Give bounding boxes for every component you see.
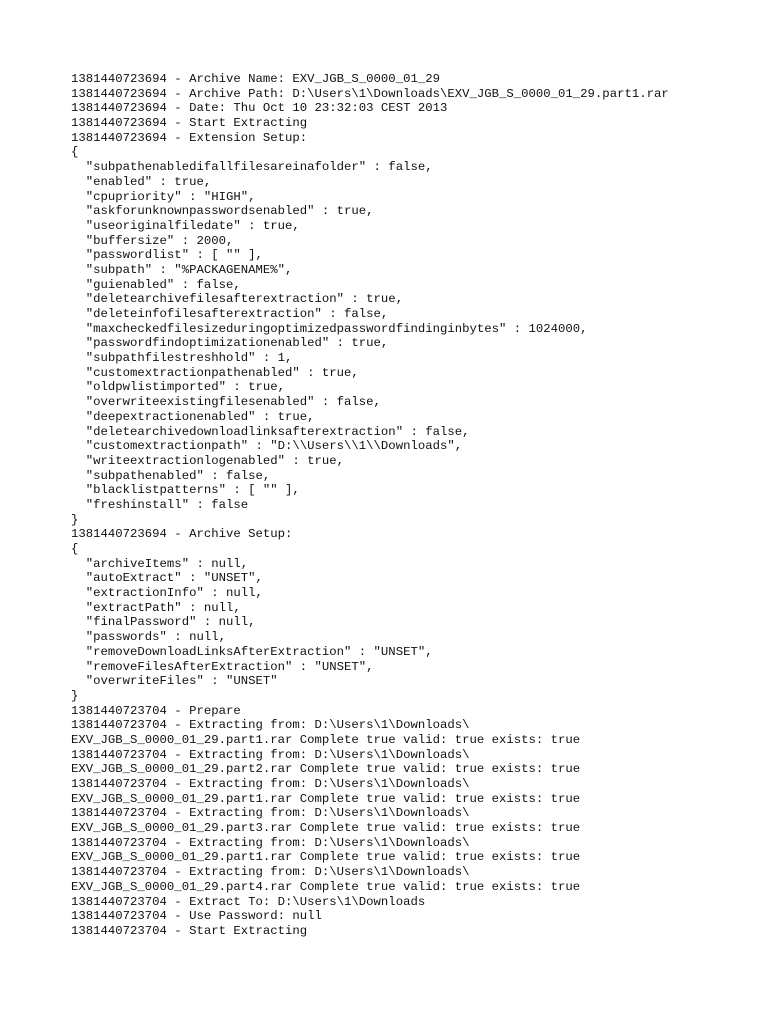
log-line: 1381440723704 - Extracting from: D:\Users\1\Downloads\ bbox=[71, 835, 470, 850]
log-line: } bbox=[71, 512, 79, 527]
log-line: "cpupriority" : "HIGH", bbox=[71, 189, 256, 204]
log-line: "deletearchivedownloadlinksafterextraction" : false, bbox=[71, 424, 470, 439]
log-line: "finalPassword" : null, bbox=[71, 615, 256, 630]
log-line: EXV_JGB_S_0000_01_29.part4.rar Complete true valid: true exists: true bbox=[71, 879, 581, 894]
log-line: "enabled" : true, bbox=[71, 174, 212, 189]
log-line: 1381440723694 - Extension Setup: bbox=[71, 130, 308, 145]
log-line: EXV_JGB_S_0000_01_29.part1.rar Complete true valid: true exists: true bbox=[71, 791, 581, 806]
log-line: 1381440723694 - Date: Thu Oct 10 23:32:03 CEST 2013 bbox=[71, 101, 448, 116]
log-line: 1381440723694 - Archive Path: D:\Users\1\Downloads\EXV_JGB_S_0000_01_29.part1.rar bbox=[71, 86, 669, 101]
log-line: "customextractionpath" : "D:\\Users\\1\\Downloads", bbox=[71, 439, 463, 454]
log-line: 1381440723694 - Start Extracting bbox=[71, 116, 308, 131]
log-line: EXV_JGB_S_0000_01_29.part2.rar Complete true valid: true exists: true bbox=[71, 762, 581, 777]
log-line: } bbox=[71, 688, 79, 703]
log-line: "maxcheckedfilesizeduringoptimizedpasswordfindinginbytes" : 1024000, bbox=[71, 321, 588, 336]
log-line: "freshinstall" : false bbox=[71, 497, 249, 512]
log-line: { bbox=[71, 145, 79, 160]
log-line: "writeextractionlogenabled" : true, bbox=[71, 453, 345, 468]
log-line: "passwordfindoptimizationenabled" : true, bbox=[71, 336, 389, 351]
log-line: "extractionInfo" : null, bbox=[71, 586, 263, 601]
log-line: "deleteinfofilesafterextraction" : false, bbox=[71, 307, 389, 321]
log-line: "passwords" : null, bbox=[71, 630, 226, 645]
log-line: "subpathenabledifallfilesareinafolder" : false, bbox=[71, 160, 433, 175]
log-line: "overwriteFiles" : "UNSET" bbox=[71, 674, 278, 689]
log-line: 1381440723704 - Prepare bbox=[71, 703, 241, 718]
log-line: 1381440723704 - Use Password: null bbox=[71, 909, 322, 924]
log-line: "useoriginalfiledate" : true, bbox=[71, 218, 300, 233]
log-line: "askforunknownpasswordsenabled" : true, bbox=[71, 204, 374, 219]
log-line: { bbox=[71, 542, 79, 556]
log-line: "customextractionpathenabled" : true, bbox=[71, 365, 359, 380]
log-line: 1381440723704 - Start Extracting bbox=[71, 923, 308, 938]
log-line: 1381440723704 - Extracting from: D:\Users\1\Downloads\ bbox=[71, 718, 470, 733]
log-line: EXV_JGB_S_0000_01_29.part1.rar Complete true valid: true exists: true bbox=[71, 850, 581, 865]
log-line: "blacklistpatterns" : [ "" ], bbox=[71, 483, 300, 498]
log-document bbox=[71, 72, 761, 939]
log-line: "archiveItems" : null, bbox=[71, 556, 249, 571]
log-line: 1381440723694 - Archive Name: EXV_JGB_S_0000_01_29 bbox=[71, 72, 440, 86]
log-line: EXV_JGB_S_0000_01_29.part1.rar Complete true valid: true exists: true bbox=[71, 732, 581, 747]
log-line: 1381440723704 - Extract To: D:\Users\1\Downloads bbox=[71, 894, 426, 909]
log-line: 1381440723704 - Extracting from: D:\Users\1\Downloads\ bbox=[71, 806, 470, 821]
log-line: "subpathfilestreshhold" : 1, bbox=[71, 351, 293, 366]
log-line: "oldpwlistimported" : true, bbox=[71, 380, 286, 395]
log-line: 1381440723704 - Extracting from: D:\Users\1\Downloads\ bbox=[71, 777, 470, 791]
log-line: "removeFilesAfterExtraction" : "UNSET", bbox=[71, 659, 374, 674]
log-line: "passwordlist" : [ "" ], bbox=[71, 248, 263, 263]
log-line: 1381440723704 - Extracting from: D:\Users\1\Downloads\ bbox=[71, 747, 470, 762]
log-line: "deletearchivefilesafterextraction" : true, bbox=[71, 292, 404, 307]
log-line: EXV_JGB_S_0000_01_29.part3.rar Complete true valid: true exists: true bbox=[71, 821, 581, 836]
log-line: "buffersize" : 2000, bbox=[71, 233, 234, 248]
log-line: "subpathenabled" : false, bbox=[71, 468, 271, 483]
log-line: "subpath" : "%PACKAGENAME%", bbox=[71, 262, 293, 277]
log-line: 1381440723704 - Extracting from: D:\Users\1\Downloads\ bbox=[71, 865, 470, 880]
log-line: "guienabled" : false, bbox=[71, 277, 241, 292]
log-line: "autoExtract" : "UNSET", bbox=[71, 571, 263, 586]
log-line: "deepextractionenabled" : true, bbox=[71, 409, 315, 424]
log-line: 1381440723694 - Archive Setup: bbox=[71, 527, 293, 542]
log-line: "overwriteexistingfilesenabled" : false, bbox=[71, 395, 381, 410]
log-line: "removeDownloadLinksAfterExtraction" : "UNSET", bbox=[71, 644, 433, 659]
log-line: "extractPath" : null, bbox=[71, 600, 241, 615]
